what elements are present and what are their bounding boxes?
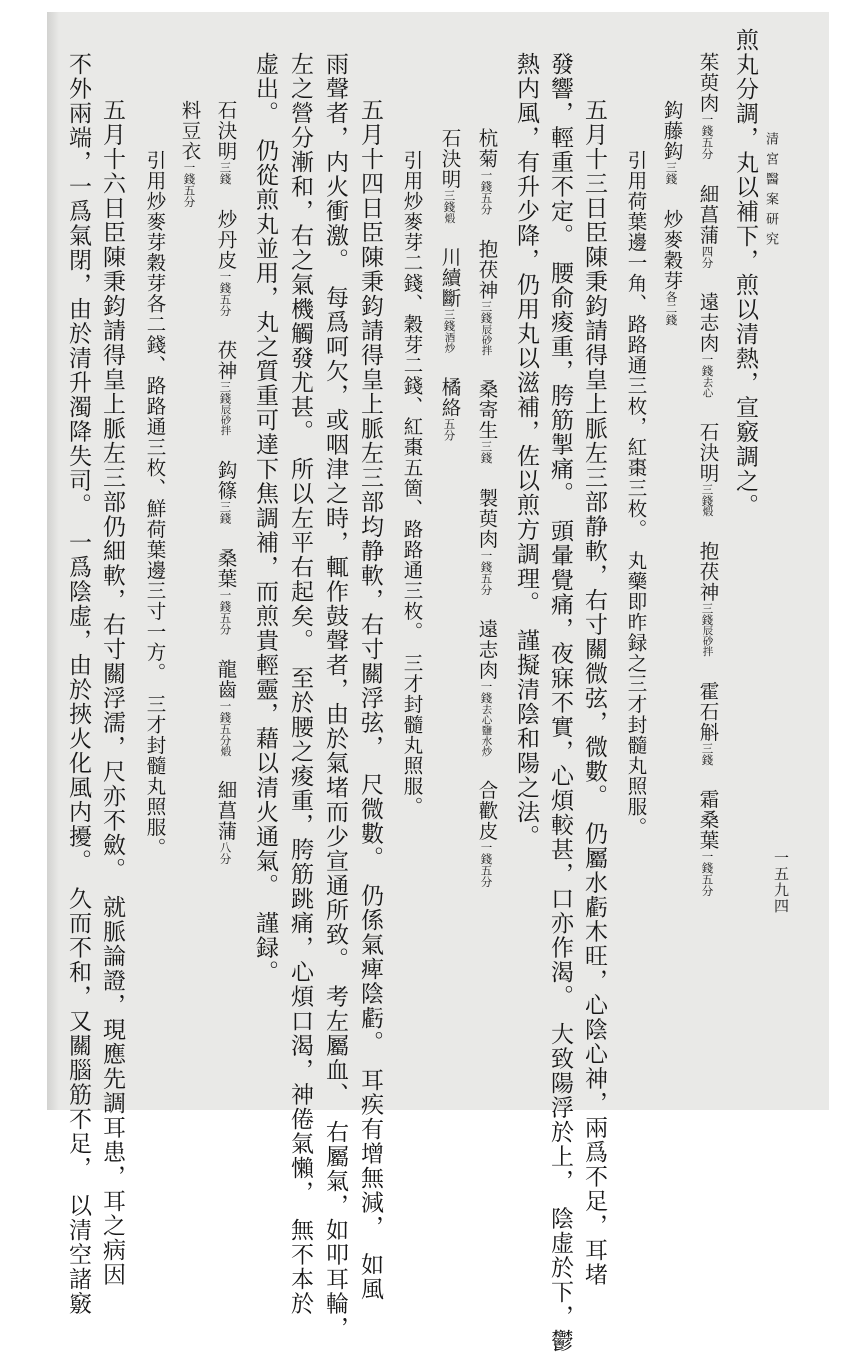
herb-item: 川續斷三錢酒炒 [438, 247, 462, 353]
entry-0513-line-1: 五月十三日臣陳秉鈞請得皇上脈左三部静軟，右寸關微弦，微數。 仍屬水虧木旺，心陰心神，兩爲不足，耳堵 [581, 98, 607, 1287]
running-title: 清宮醫案研究 [763, 132, 778, 252]
entry-0513-line-3: 熱内風，有升少降，仍用丸以滋補，佐以煎方調理。 謹擬清陰和陽之法。 [513, 52, 539, 849]
prescription-2-line-1 [477, 128, 497, 888]
herb-item: 霍石斛三錢 [696, 680, 720, 765]
entry-0514-line-4: 虚出。 仍從煎丸並用，丸之質重可達下焦調補，而煎貴輕靈，藉以清火通氣。 謹録。 [252, 52, 278, 985]
herb-item: 炒麥穀芽各二錢 [660, 208, 684, 325]
prescription-3-guide: 引用炒麥芽穀芽各二錢、路路通三枚、鮮荷葉邊三寸一方。 三才封髓丸照服。 [143, 150, 167, 858]
entry-0514-line-1: 五月十四日臣陳秉鈞請得皇上脈左三部均静軟，右寸關浮弦， 尺微數。 仍係氣痺陰虧。 耳疾有增無減， 如風 [357, 98, 383, 1302]
herb-item: 料豆衣一錢五分 [178, 100, 202, 208]
herb-item: 細菖蒲八分 [214, 780, 238, 865]
entry-0516-line-1: 五月十六日臣陳秉鈞請得皇上脈左三部仍細軟，右寸關浮濡，尺亦不斂。 就脈論證，現應先調耳患，耳之病因 [99, 98, 125, 1287]
prescription-3-line-1 [216, 100, 236, 865]
herb-item: 杭菊一錢五分 [475, 128, 499, 215]
herb-item: 製萸肉一錢五分 [475, 487, 499, 595]
prescription-1-line-1 [698, 52, 718, 897]
herb-item: 炒丹皮一錢五分 [214, 208, 238, 316]
herb-item: 遠志肉一錢去心鹽水炒 [475, 619, 499, 756]
herb-item: 合歡皮一錢五分 [475, 780, 499, 888]
herb-item: 抱茯神三錢辰砂拌 [696, 540, 720, 657]
text-column-continuation: 煎丸分調，丸以補下，煎以清熱，宣竅調之。 [732, 28, 758, 518]
herb-item: 龍齒一錢五分煅 [214, 658, 238, 756]
prescription-3-line-2 [180, 100, 200, 208]
prescription-1-guide: 引用荷葉邊一角、路路通三枚，紅棗三枚。 丸藥即昨録之三才封髓丸照服。 [624, 150, 648, 838]
entry-0514-line-3: 左之營分漸和，右之氣機觸發尤甚。 所以左平右起矣。 至於腰之痠重，胯筋跳痛，心煩口渴，神倦氣懶， 無不本於 [287, 52, 313, 1316]
prescription-2-guide: 引用炒麥芽二錢、穀芽二錢、紅棗五箇、路路通三枚。 三才封髓丸照服。 [400, 150, 424, 817]
herb-item: 鈎篠三錢 [214, 459, 238, 524]
herb-item: 茱萸肉一錢五分 [696, 52, 720, 160]
herb-item: 橘絡五分 [438, 376, 462, 441]
herb-item: 桑葉一錢五分 [214, 547, 238, 635]
herb-item: 茯神三錢辰砂拌 [214, 340, 238, 436]
herb-item: 遠志肉一錢去心 [696, 292, 720, 398]
entry-0514-line-2: 雨聲者，内火衝激。 每爲呵欠，或咽津之時，輒作鼓聲者，由於氣堵而少宣通所致。 考左屬血、 右屬氣，如叩耳輪， [322, 52, 348, 1341]
herb-item: 鈎藤鈎三錢 [660, 100, 684, 185]
herb-item: 霜桑葉一錢五分 [696, 789, 720, 897]
prescription-1-line-2 [662, 100, 682, 325]
herb-item: 石決明三錢 [214, 100, 238, 185]
entry-0516-line-2: 不外兩端，一爲氣閉，由於清升濁降失司。 一爲陰虚，由於挾火化風内擾。 久而不和，又關腦筋不足， 以清空諸竅 [65, 52, 91, 1316]
herb-item: 細菖蒲四分 [696, 183, 720, 268]
entry-0513-line-2: 發響，輕重不定。 腰俞痠重，胯筋掣痛。 頭暈覺痛，夜寐不實，心煩較甚，口亦作渴。 大致陽浮於上， 陰虚於下，鬱 [547, 52, 573, 1354]
prescription-2-line-2 [440, 128, 460, 441]
herb-item: 桑寄生三錢 [475, 379, 499, 464]
herb-item: 石決明三錢煅 [438, 128, 462, 223]
herb-item: 抱茯神三錢辰砂拌 [475, 239, 499, 355]
herb-item: 石決明三錢煅 [696, 421, 720, 517]
page-number: 一五九四 [772, 850, 790, 914]
